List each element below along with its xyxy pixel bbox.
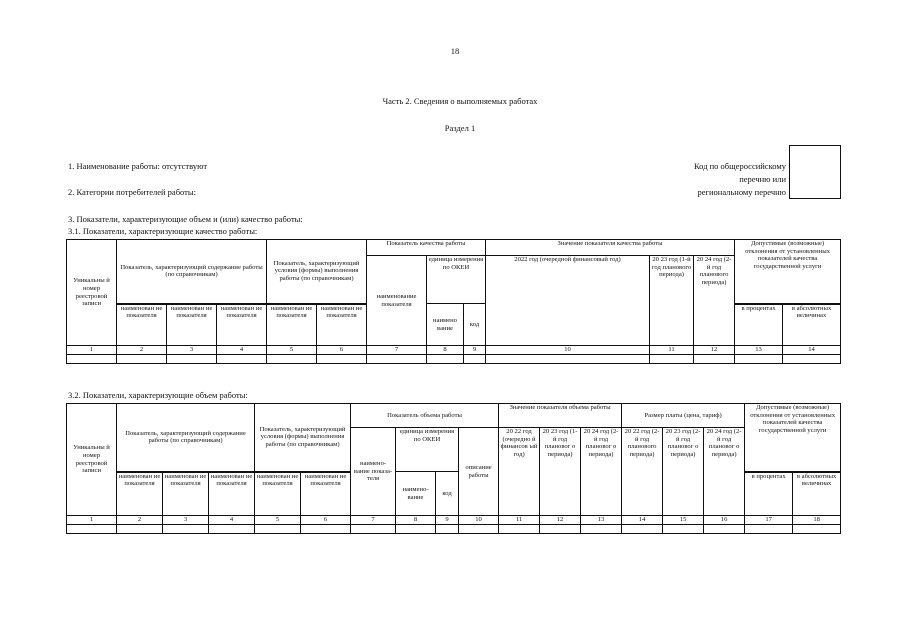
column-number: 7	[367, 346, 427, 355]
fee-header: Размер платы (цена, тариф)	[622, 404, 745, 428]
table-cell[interactable]	[459, 525, 499, 534]
unit-header: единица измерения по ОКЕИ	[427, 256, 486, 304]
volume-value-header: Значение показателя объема работы	[499, 404, 622, 428]
table-cell[interactable]	[745, 525, 793, 534]
table-cell[interactable]	[735, 355, 783, 364]
table-cell[interactable]	[783, 355, 841, 364]
column-number: 17	[745, 516, 793, 525]
work-description-header: описание работы	[459, 428, 499, 516]
table-cell[interactable]	[117, 355, 167, 364]
unit-name-header: наимено вание	[427, 304, 464, 346]
indicator-name-header: наименование показателя	[367, 256, 427, 346]
unit-header: единица измерения по ОКЕИ	[396, 428, 459, 472]
column-number: 9	[464, 346, 486, 355]
quality-table	[66, 239, 841, 364]
fee-2022-header: 20 22 год (2-й год планового периода)	[622, 428, 663, 516]
table-cell[interactable]	[486, 355, 650, 364]
column-number: 2	[117, 346, 167, 355]
indicator-name-col: наименован ие показателя	[117, 472, 163, 516]
indicators-heading: 3. Показатели, характеризующие объем и (или) качество работы:	[68, 214, 303, 224]
column-number: 3	[167, 346, 217, 355]
column-number: 18	[793, 516, 841, 525]
column-number: 1	[67, 346, 117, 355]
deviation-header: Допустимые (возможные) отклонения от установленных показателей качества государственной услуги	[745, 404, 841, 472]
fee-2023-header: 20 23 год (2-й год плановог о периода)	[663, 428, 704, 516]
table-cell[interactable]	[367, 355, 427, 364]
quality-value-header: Значение показателя качества работы	[486, 240, 735, 256]
indicator-name-col: наименован ие показателя	[163, 472, 209, 516]
column-number: 1	[67, 516, 117, 525]
volume-2022-header: 20 22 год (очередно й финансов ый год)	[499, 428, 540, 516]
column-number: 4	[209, 516, 255, 525]
volume-heading: 3.2. Показатели, характеризующие объем работы:	[68, 390, 248, 400]
absolute-header: в абсолютных величинах	[783, 304, 841, 346]
indicator-name-col: наименован ие показателя	[117, 304, 167, 346]
table-cell[interactable]	[267, 355, 317, 364]
part-title: Часть 2. Сведения о выполняемых работах	[382, 96, 538, 106]
table-cell[interactable]	[167, 355, 217, 364]
code-box[interactable]	[789, 145, 841, 199]
column-number: 12	[540, 516, 581, 525]
volume-2024-header: 20 24 год (2-й год плановог о периода)	[581, 428, 622, 516]
fee-2024-header: 20 24 год (2-й год плановог о периода)	[704, 428, 745, 516]
indicator-name-col: наименован ие показателя	[317, 304, 367, 346]
unit-code-header: код	[464, 304, 486, 346]
volume-indicator-header: Показатель объема работы	[351, 404, 499, 428]
column-number: 6	[301, 516, 351, 525]
code-label-3: региональному перечню	[697, 187, 786, 197]
work-name-line: 1. Наименование работы: отсутствуют	[68, 161, 208, 171]
table-cell[interactable]	[317, 355, 367, 364]
table-cell[interactable]	[351, 525, 396, 534]
year-2023-header: 20 23 год (1-й год планового периода)	[650, 256, 694, 346]
column-number: 8	[427, 346, 464, 355]
indicator-name-col: наименован ие показателя	[301, 472, 351, 516]
deviation-header: Допустимые (возможные) отклонения от установленных показателей качества государственной услуги	[735, 240, 841, 304]
consumer-category-line: 2. Категории потребителей работы:	[68, 187, 196, 197]
column-number: 13	[735, 346, 783, 355]
table-cell[interactable]	[396, 525, 436, 534]
column-number: 6	[317, 346, 367, 355]
table-cell[interactable]	[663, 525, 704, 534]
unique-number-header: Уникальны й номер реестровой записи	[67, 240, 117, 346]
table-cell[interactable]	[67, 355, 117, 364]
table-cell[interactable]	[163, 525, 209, 534]
column-number: 7	[351, 516, 396, 525]
column-number: 15	[663, 516, 704, 525]
table-cell[interactable]	[255, 525, 301, 534]
column-number: 3	[163, 516, 209, 525]
percent-header: в процентах	[735, 304, 783, 346]
indicator-name-col: наименован ие показателя	[217, 304, 267, 346]
column-number: 11	[650, 346, 694, 355]
column-number: 16	[704, 516, 745, 525]
indicator-name-header: наимено- вание показа- теля	[351, 428, 396, 516]
column-number: 14	[783, 346, 841, 355]
table-cell[interactable]	[436, 525, 459, 534]
column-number: 12	[694, 346, 735, 355]
unique-number-header: Уникальны й номер реестровой записи	[67, 404, 117, 516]
table-cell[interactable]	[499, 525, 540, 534]
table-cell[interactable]	[464, 355, 486, 364]
table-cell[interactable]	[622, 525, 663, 534]
quality-heading: 3.1. Показатели, характеризующие качество работы:	[68, 226, 258, 236]
absolute-header: в абсолютных величинах	[793, 472, 841, 516]
column-number: 10	[459, 516, 499, 525]
table-row	[67, 525, 841, 534]
column-number: 5	[255, 516, 301, 525]
indicator-name-col: наименован ие показателя	[255, 472, 301, 516]
volume-table	[66, 403, 841, 534]
content-indicator-header: Показатель, характеризующий содержание работы (по справочникам)	[117, 240, 267, 304]
indicator-name-col: наименован ие показателя	[267, 304, 317, 346]
indicator-name-col: наименован ие показателя	[167, 304, 217, 346]
column-number: 8	[396, 516, 436, 525]
table-cell[interactable]	[694, 355, 735, 364]
year-2024-header: 20 24 год (2-й год планового периода)	[694, 256, 735, 346]
indicator-name-col: наименован ие показателя	[209, 472, 255, 516]
unit-code-header: код	[436, 472, 459, 516]
table-row	[67, 355, 841, 364]
conditions-indicator-header: Показатель, характеризующий условия (формы) выполнения работы (по справочникам)	[255, 404, 351, 472]
content-indicator-header: Показатель, характеризующий содержание работы (по справочникам)	[117, 404, 255, 472]
column-number: 10	[486, 346, 650, 355]
table-cell[interactable]	[581, 525, 622, 534]
code-label-1: Код по общероссийскому	[693, 161, 786, 171]
table-cell[interactable]	[793, 525, 841, 534]
table-cell[interactable]	[67, 525, 117, 534]
column-number: 4	[217, 346, 267, 355]
column-number: 2	[117, 516, 163, 525]
table-cell[interactable]	[650, 355, 694, 364]
code-label-2: перечню или	[739, 174, 786, 184]
table-cell[interactable]	[117, 525, 163, 534]
conditions-indicator-header: Показатель, характеризующий условия (формы) выполнения работы (по справочникам)	[267, 240, 367, 304]
column-number: 13	[581, 516, 622, 525]
column-number: 9	[436, 516, 459, 525]
section-title: Раздел 1	[444, 123, 476, 133]
table-cell[interactable]	[209, 525, 255, 534]
volume-2023-header: 20 23 год (1-й год плановог о периода)	[540, 428, 581, 516]
year-2022-header: 2022 год (очередной финансовый год)	[486, 256, 650, 346]
table-cell[interactable]	[427, 355, 464, 364]
quality-indicator-header: Показатель качества работы	[367, 240, 486, 256]
table-cell[interactable]	[540, 525, 581, 534]
table-cell[interactable]	[704, 525, 745, 534]
table-cell[interactable]	[301, 525, 351, 534]
percent-header: в процентах	[745, 472, 793, 516]
table-cell[interactable]	[217, 355, 267, 364]
column-number: 11	[499, 516, 540, 525]
page-number: 18	[450, 46, 460, 56]
column-number: 14	[622, 516, 663, 525]
column-number: 5	[267, 346, 317, 355]
unit-name-header: наимено- вание	[396, 472, 436, 516]
